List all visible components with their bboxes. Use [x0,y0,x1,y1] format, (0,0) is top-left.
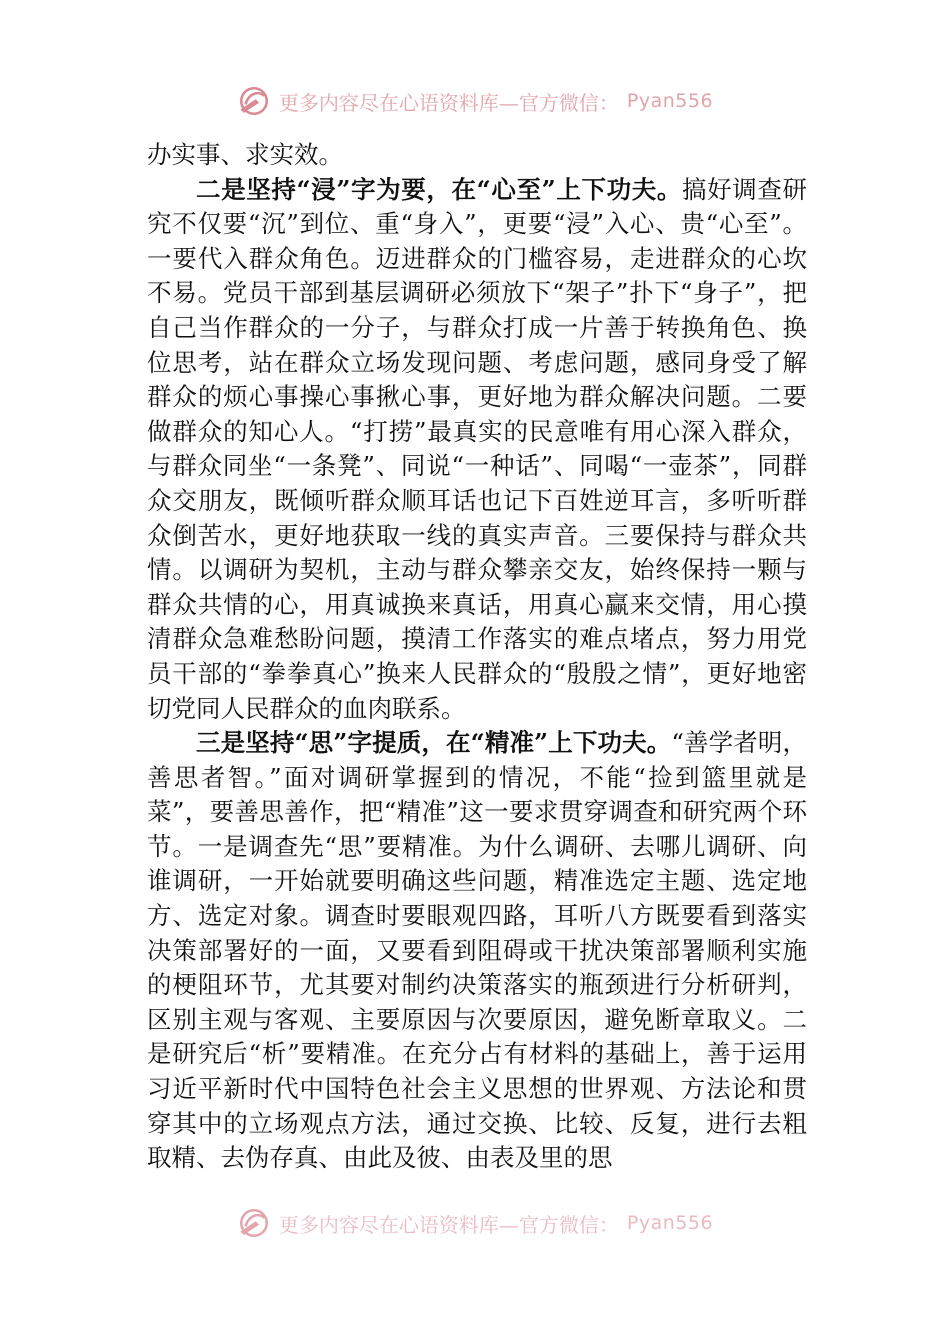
watermark-wechat-id: Pyan556 [626,1212,714,1234]
paragraph-continuation [147,138,807,173]
footer-watermark [0,1206,950,1240]
paragraph-body: “善学者明，善思者智。”面对调研掌握到的情况，不能“捡到篮里就是菜”，要善思善作，把“精准”这一要求贯穿调查和研究两个环节。一是调查先“思”要精准。为什么调研、去哪儿调研、向谁调研，一开始就要明确这些问题，精准选定主题、选定地方、选定对象。调查时要眼观四路，耳听八方既要看到落实决策部署好的一面，又要看到阻碍或干扰决策部署顺利实施的梗阻环节，尤其要对制约决策落实的瓶颈进行分析研判，区别主观与客观、主要原因与次要原因，避免断章取义。二是研究后“析”要精准。在充分占有材料的基础上，善于运用习近平新时代中国特色社会主义思想的世界观、方法论和贯穿其中的立场观点方法，通过交换、比较、反复，进行去粗取精、去伪存真、由此及彼、由表及里的思 [147,728,807,1173]
paragraph-lead: 三是坚持“思”字提质，在“精准”上下功夫。 [196,728,672,758]
watermark-text: 更多内容尽在心语资料库—官方微信： [278,90,619,115]
brand-logo-icon [237,84,271,118]
paragraph-two [147,173,807,727]
document-body [147,138,807,1176]
watermark-wechat-id: Pyan556 [626,90,714,112]
paragraph-three [147,726,807,1176]
paragraph-body: 办实事、求实效。 [147,140,343,169]
paragraph-body: 搞好调查研究不仅要“沉”到位、重“身入”，更要“浸”入心、贵“心至”。一要代入群众角色。迈进群众的门槛容易，走进群众的心坎不易。党员干部到基层调研必须放下“架子”扑下“身子”，把自己当作群众的一分子，与群众打成一片善于转换角色、换位思考，站在群众立场发现问题、考虑问题，感同身受了解群众的烦心事操心事揪心事，更好地为群众解决问题。二要做群众的知心人。“打捞”最真实的民意唯有用心深入群众，与群众同坐“一条凳”、同说“一种话”、同喝“一壶茶”，同群众交朋友，既倾听群众顺耳话也记下百姓逆耳言，多听听群众倒苦水，更好地获取一线的真实声音。三要保持与群众共情。以调研为契机，主动与群众攀亲交友，始终保持一颗与群众共情的心，用真诚换来真话，用真心赢来交情，用心摸清群众急难愁盼问题，摸清工作落实的难点堵点，努力用党员干部的“拳拳真心”换来人民群众的“殷殷之情”，更好地密切党同人民群众的血肉联系。 [147,174,807,723]
watermark-text: 更多内容尽在心语资料库—官方微信： [278,1212,619,1237]
brand-logo-icon [237,1206,271,1240]
paragraph-lead: 二是坚持“浸”字为要，在“心至”上下功夫。 [196,174,682,204]
header-watermark [0,84,950,118]
